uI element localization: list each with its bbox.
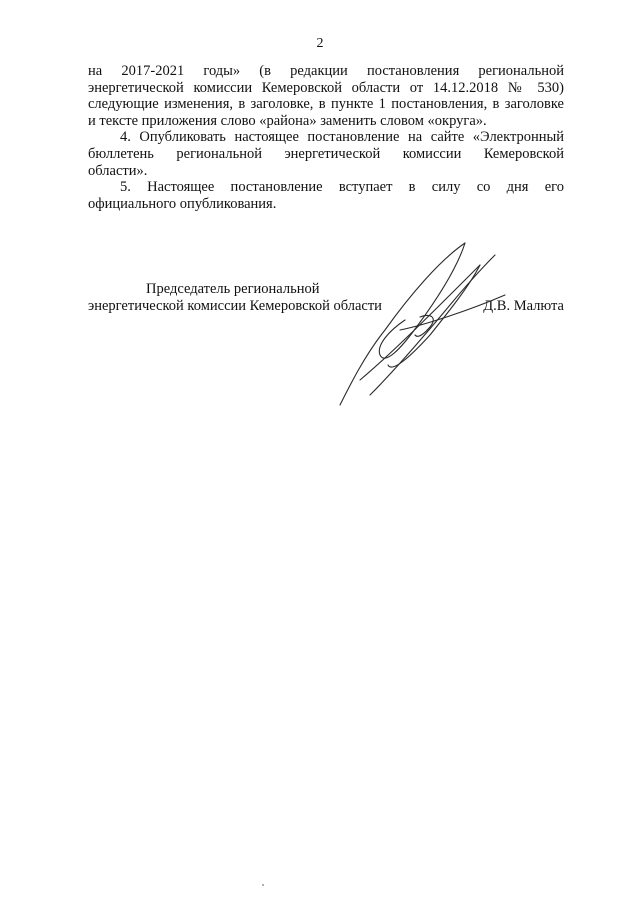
- paragraph-line: области».: [88, 162, 148, 179]
- paragraph-line: следующие изменения, в заголовке, в пункте 1 постановления, в заголовке: [88, 96, 564, 113]
- signatory-title-line1: Председатель региональной: [146, 281, 320, 297]
- paragraph-line: энергетической комиссии Кемеровской области от 14.12.2018 № 530): [88, 79, 564, 96]
- paragraph-line: бюллетень региональной энергетической комиссии Кемеровской: [88, 145, 564, 162]
- paragraph-line: 4. Опубликовать настоящее постановление на сайте «Электронный: [120, 129, 564, 146]
- footer-mark: [262, 884, 264, 886]
- handwritten-signature: [330, 235, 510, 415]
- paragraph-line: 5. Настоящее постановление вступает в силу со дня его: [120, 179, 564, 196]
- paragraph-line: официального опубликования.: [88, 195, 277, 212]
- paragraph-line: на 2017-2021 годы» (в редакции постановления региональной: [88, 63, 564, 79]
- signatory-title-line2: энергетической комиссии Кемеровской области: [88, 298, 382, 314]
- paragraph-line: и тексте приложения слово «района» заменить словом «округа».: [88, 112, 487, 129]
- signatory-name: Д.В. Малюта: [483, 298, 564, 314]
- page-number: 2: [316, 36, 324, 51]
- document-body: [88, 63, 564, 212]
